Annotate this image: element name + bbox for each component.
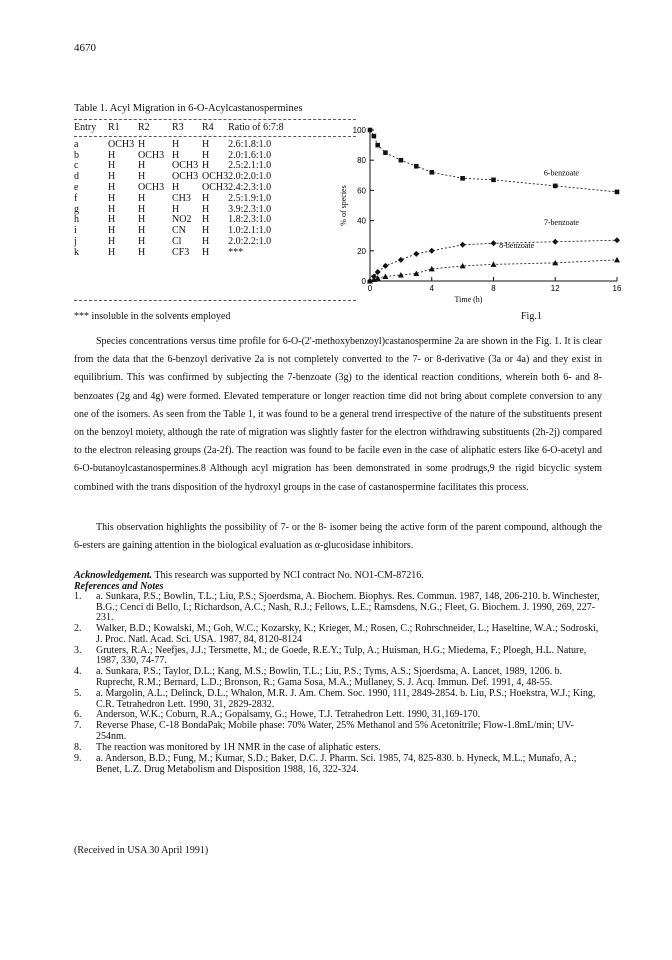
table-cell: H: [108, 181, 116, 193]
data-point-diamond: [382, 263, 388, 269]
reference-number: 2.: [74, 623, 82, 635]
table-cell: H: [202, 192, 210, 204]
reference-text: The reaction was monitored by 1H NMR in the case of aliphatic esters.: [96, 742, 381, 754]
table-cell: H: [138, 192, 146, 204]
reference-number: 5.: [74, 687, 82, 699]
table-cell: H: [138, 203, 146, 215]
table-cell: OCH3: [138, 181, 165, 193]
reference-text: a. Margolin, A.L.; Delinck, D.L.; Whalon, M.R. J. Am. Chem. Soc. 1990, 111, 2849-2854. b. Liu, P.S.; Hoekstra, W.J.; King, C.R. Tetrahedron Lett. 1990, 31, 2829-2832.: [96, 687, 596, 710]
table-cell: H: [202, 246, 210, 258]
table-header-cell: R2: [138, 122, 150, 133]
x-tick-label: 12: [550, 284, 560, 293]
data-point-square: [399, 158, 404, 163]
reference-text: Anderson, W.K.; Coburn, R.A.; Gopalsamy, G.; Howe, T.J. Tetrahedron Lett. 1990, 31,169-170.: [96, 709, 481, 721]
data-point-triangle: [491, 261, 497, 267]
table-bottom-rule: [74, 300, 356, 301]
data-point-triangle: [614, 257, 620, 263]
table-body: [74, 140, 303, 259]
table-cell: d: [74, 171, 79, 183]
data-point-diamond: [398, 257, 404, 263]
table-cell: H: [108, 192, 116, 204]
data-point-square: [372, 134, 377, 139]
table-header-cell: R1: [108, 122, 120, 133]
table-top-rule: [74, 119, 356, 120]
table-cell: 2.0:2.2:1.0: [228, 235, 272, 247]
table-cell: H: [172, 138, 180, 150]
data-point-square: [368, 128, 373, 133]
acknowledgement-label: Acknowledgement.: [74, 570, 153, 581]
table-cell: e: [74, 181, 79, 193]
series-label: 7-benzoate: [543, 218, 579, 228]
data-point-square: [553, 184, 558, 189]
series-label: 8-benzoate: [499, 240, 535, 250]
x-tick-label: 4: [429, 284, 434, 293]
reference-item: [74, 667, 602, 688]
data-point-square: [383, 150, 388, 155]
table-cell: H: [202, 214, 210, 226]
body-paragraph-1: Species concentrations versus time profile for 6-O-(2'-methoxybenzoyl)castanospermine 2a are shown in the Fig. 1. It is clear from the data that the 6-benzoyl derivative 2a is not completely converted to the 7- or 8-derivative (3a or 4a) and they exist in equilibrium. This was confirmed by subjecting the 7-benzoate (3g) to the identical reaction conditions, wherein both 6- and 8-benzoates (2g and 4g) were formed. Elevated temperature or longer reaction time did not bring about complete conversion to any one of the isomers. As seen from the Table 1, it was found to be a general trend irrespective of the nature of the substituents present on the benzoyl moiety, although the rate of migration was slightly faster for the electron withdrawing substituents (2h-2j) compared to the electron releasing groups (2a-2f). The reaction was found to be facile even in the case of aliphatic esters like 6-O-acetyl and 6-O-butanoylcastanospermines.8 Although acyl migration has been demonstrated in some prodrugs,9 the rigid bicyclic system combined with the trans disposition of the hydroxyl groups in the case of castanospermine facilitates this process.: [74, 336, 602, 493]
table-cell: H: [172, 181, 180, 193]
data-point-diamond: [460, 242, 466, 248]
table-cell: 1.0:2.1:1.0: [228, 225, 272, 237]
series-line-diamond: [370, 240, 617, 281]
table-cell: g: [74, 203, 79, 215]
reference-number: 9.: [74, 753, 82, 765]
table-cell: H: [108, 160, 116, 172]
table-cell: Cl: [172, 235, 182, 247]
x-tick-label: 0: [367, 284, 373, 293]
reference-number: 1.: [74, 591, 82, 602]
table-cell: OCH3: [172, 171, 199, 183]
body-paragraph-2: This observation highlights the possibility of 7- or the 8- isomer being the active form of the parent compound, although the 6-esters are gaining attention in the biological evaluation as α-glucosidase inhibitors.: [74, 522, 602, 552]
table-cell: H: [138, 235, 146, 247]
reference-number: 8.: [74, 742, 82, 754]
table-header-row: [74, 123, 303, 140]
y-tick-label: 80: [357, 156, 366, 166]
reference-item: [74, 624, 602, 645]
table-cell: 2.6:1.8:1.0: [228, 138, 272, 150]
received-date: (Received in USA 30 April 1991): [74, 845, 209, 856]
table-header-cell: Ratio of 6:7:8: [228, 122, 284, 133]
table-cell: H: [108, 214, 116, 226]
table-cell: H: [202, 203, 210, 215]
x-tick-label: 16: [612, 284, 622, 293]
table-cell: OCH3: [138, 149, 165, 161]
table-cell: H: [172, 203, 180, 215]
table-cell: H: [138, 214, 146, 226]
table-cell: H: [202, 225, 210, 237]
reference-text: a. Sunkara, P.S.; Taylor, D.L.; Kang, M.S.; Bowlin, T.L.; Liu, P.S.; Tyms, A.S.; Sjoerdsma, A. Lancet, 1989, 1206. b. Ruprecht, R.M.; Bernard, L.D.; Bronson, R.; Gama Sosa, M.A.; Mullaney, S. J. Acq. Immun. Def. 1991, 4, 48-55.: [96, 666, 563, 688]
table-header-cell: Entry: [74, 122, 97, 133]
table-row: [74, 248, 303, 259]
data-point-diamond: [413, 251, 419, 257]
table-title: Table 1. Acyl Migration in 6-O-Acylcastanospermines: [74, 103, 303, 114]
reference-item: [74, 721, 602, 742]
table-cell: H: [202, 160, 210, 172]
y-tick-label: 100: [352, 126, 366, 135]
table-cell: H: [202, 235, 210, 247]
table-cell: OCH3: [108, 138, 135, 150]
table-cell: H: [108, 203, 116, 215]
table-cell: 2.5:1.9:1.0: [228, 192, 272, 204]
table-cell: ***: [228, 246, 244, 258]
reference-text: Reverse Phase, C-18 BondaPak; Mobile phase: 70% Water, 25% Methanol and 5% Acetonitrile; Flow-1.8mL/min; UV- 254nm.: [96, 720, 574, 743]
table-cell: NO2: [172, 214, 192, 226]
reference-item: [74, 689, 602, 710]
table-cell: H: [108, 246, 116, 258]
table-cell: 3.9:2.3:1.0: [228, 203, 272, 215]
table-row: [74, 140, 303, 151]
table-cell: 1.8:2.3:1.0: [228, 214, 272, 226]
reference-number: 4.: [74, 666, 82, 678]
y-tick-label: 40: [357, 216, 366, 226]
x-tick-label: 8: [491, 284, 496, 293]
table-cell: CN: [172, 225, 186, 237]
table-cell: H: [138, 225, 146, 237]
table-cell: OCH3: [202, 171, 229, 183]
reference-item: [74, 592, 602, 624]
table-cell: i: [74, 225, 77, 237]
table-cell: H: [202, 138, 210, 150]
table-cell: H: [172, 149, 180, 161]
table-cell: CH3: [172, 192, 191, 204]
data-point-square: [429, 170, 434, 175]
y-tick-label: 0: [361, 277, 366, 286]
table-cell: H: [108, 171, 116, 183]
table-cell: 2.0:1.6:1.0: [228, 149, 272, 161]
table-cell: H: [108, 225, 116, 237]
table-cell: H: [202, 149, 210, 161]
table-cell: H: [138, 138, 146, 150]
reference-text: a. Sunkara, P.S.; Bowlin, T.L.; Liu, P.S.; Sjoerdsma, A. Biochem. Biophys. Res. Commun. 1987, 148, 206-210. b. Winchester, B.G.; Cenci di Bello, I.; Richardson, A.C.; Nash, R.J.; Fellows, L.E.; Ramsdens, N.G.; Fleet, G. Biochem. J. 1990, 269, 227-231.: [96, 591, 600, 624]
reference-text: Walker, B.D.; Kowalski, M.; Goh, W.C.; Kozarsky, K.; Krieger, M.; Rosen, C.; Rohrschneider, L.; Haseltine, W.A.; Sodroski, J. Proc. Natl. Acad. Sci. USA. 1987, 84, 8120-8124: [96, 623, 599, 645]
reference-item: [74, 754, 602, 775]
table-cell: 2.0:2.0:1.0: [228, 171, 272, 183]
table-header-cell: R4: [202, 122, 214, 133]
table-cell: H: [138, 160, 146, 172]
table-cell: j: [74, 235, 77, 247]
table-cell: a: [74, 138, 79, 150]
reference-text: Gruters, R.A.; Neefjes, J.J.; Tersmette, M.; de Goede, R.E.Y.; Tulp, A.; Huisman, H.G.; Miedema, F.; Ploegh, H.L. Nature, 1987, 330, 74-77.: [96, 644, 587, 667]
references-list: [74, 592, 602, 776]
reference-number: 6.: [74, 709, 82, 721]
references-heading: References and Notes: [74, 581, 164, 592]
acknowledgement: [74, 570, 424, 581]
table-cell: CF3: [172, 246, 190, 258]
table-row: [74, 194, 303, 205]
table-cell: c: [74, 160, 79, 172]
figure-caption: Fig.1: [521, 311, 542, 322]
table-cell: k: [74, 246, 79, 258]
reference-number: 7.: [74, 720, 82, 732]
table-cell: OCH3: [202, 181, 229, 193]
table-header-cell: R3: [172, 122, 184, 133]
species-time-chart: [334, 122, 634, 307]
data-point-square: [375, 143, 380, 148]
table-cell: H: [138, 246, 146, 258]
table-cell: 2.5:2.1:1.0: [228, 160, 272, 172]
x-axis-label: Time (h): [454, 295, 483, 304]
data-point-triangle: [382, 273, 388, 279]
series-label: 6-benzoate: [543, 168, 579, 178]
reference-item: [74, 646, 602, 667]
table-cell: H: [108, 235, 116, 247]
table-cell: OCH3: [172, 160, 199, 172]
data-point-square: [414, 164, 419, 169]
data-point-diamond: [429, 248, 435, 254]
data-point-square: [491, 178, 496, 183]
table-cell: h: [74, 214, 79, 226]
data-point-diamond: [491, 240, 497, 246]
acyl-migration-table: [74, 123, 303, 259]
reference-number: 3.: [74, 644, 82, 656]
table-cell: f: [74, 192, 78, 204]
y-tick-label: 20: [357, 246, 366, 256]
page-number: 4670: [74, 42, 96, 54]
table-cell: b: [74, 149, 79, 161]
table-footnote: *** insoluble in the solvents employed: [74, 311, 231, 322]
data-point-diamond: [552, 239, 558, 245]
series-line-square: [370, 130, 617, 192]
data-point-square: [615, 190, 620, 195]
table-cell: H: [108, 149, 116, 161]
data-point-diamond: [614, 237, 620, 243]
y-axis-label: % of species: [339, 185, 348, 226]
y-tick-label: 60: [357, 186, 366, 196]
reference-text: a. Anderson, B.D.; Fung, M.; Kumar, S.D.; Baker, D.C. J. Pharm. Sci. 1985, 74, 825-830. b. Hyneck, M.L.; Munafo, A.; Benet, L.Z. Drug Metabolism and Disposition 1988, 16, 322-324.: [96, 753, 577, 775]
table-cell: 2.4:2.3:1.0: [228, 181, 272, 193]
acknowledgement-text: This research was supported by NCI contract No. NO1-CM-87216.: [152, 570, 424, 581]
table-cell: H: [138, 171, 146, 183]
data-point-square: [460, 176, 465, 181]
